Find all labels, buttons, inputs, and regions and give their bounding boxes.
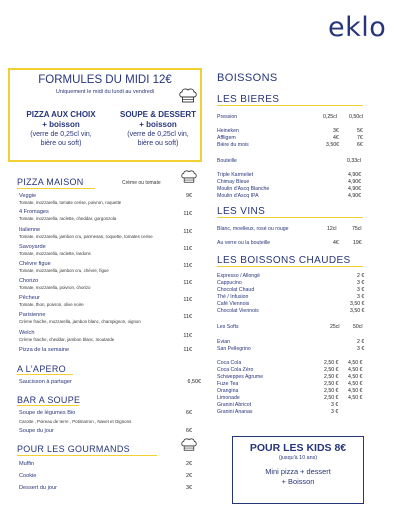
- kids-line2: + Boisson: [281, 477, 315, 486]
- soft-price-50: 4,50 €: [348, 367, 363, 373]
- pizza-desc: Tomate, thon, poivron, olive noire: [19, 302, 84, 307]
- soft-name: Granini Ananas: [217, 409, 253, 415]
- chaude-price: 3 €: [357, 280, 365, 286]
- biere-bottle-price: 4,90€: [348, 186, 361, 192]
- gourmands-section-title: POUR LES GOURMANDS: [17, 444, 130, 454]
- pizza-price: 11€: [183, 314, 192, 320]
- chef-hat-icon: [180, 170, 198, 184]
- soft-price-50: 4,50 €: [348, 374, 363, 380]
- soft-price-25: 2,50 €: [324, 374, 339, 380]
- chaude-price: 3,50 €: [350, 308, 365, 314]
- soupe-section-title: BAR A SOUPE: [17, 395, 81, 405]
- pizza-desc: Tomate, mozzarella, jambon cru, chèvre, figue: [19, 268, 109, 273]
- pizza-name: Pêcheur: [19, 295, 40, 301]
- pizza-price: 11€: [183, 263, 192, 269]
- soft-price-25: 2,50 €: [324, 367, 339, 373]
- formule-soupe: [110, 110, 206, 148]
- vin-row-label: Au verre ou la bouteille: [217, 240, 271, 246]
- biere-price-25: 3,50€: [326, 142, 339, 148]
- chef-hat-icon: [180, 438, 198, 452]
- biere-name: Bière du mois: [217, 142, 249, 148]
- soft-price-25: 3 €: [331, 402, 339, 408]
- biere-price-25: 3€: [333, 128, 339, 134]
- biere-bottle-name: Moulin d'Ascq IPA: [217, 193, 259, 199]
- soft-price-25: 2,50 €: [324, 381, 339, 387]
- gourmands-underline: [17, 455, 157, 456]
- soupe-item-desc: Carotte , Poireau de terre , Potimarron , Navet et Oignons: [19, 419, 132, 424]
- biere-col1: 0,25cl: [323, 114, 337, 120]
- soft-name: Orangina: [217, 388, 239, 394]
- pizza-price: 11€: [183, 211, 192, 217]
- apero-item-price: 6,50€: [187, 379, 201, 385]
- biere-bouteille-label: Bouteille: [217, 158, 237, 164]
- chaude-price: 3 €: [357, 294, 365, 300]
- soft-name: Coca Cola: [217, 360, 242, 366]
- pizza-name: Chèvre figue: [19, 261, 51, 267]
- soft-price-25: 2,50 €: [324, 360, 339, 366]
- pizza-desc: Tomate, mozzarella, tomate cerise, poivron, roquette: [19, 200, 122, 205]
- gourmand-item-price: 3€: [186, 485, 192, 491]
- pizza-name: Welch: [19, 330, 35, 336]
- pizza-desc: Tomate, mozzarella, poivron, chorizo: [19, 285, 91, 290]
- biere-price-25: 4€: [333, 135, 339, 141]
- pizza-underline: [17, 188, 95, 189]
- vins-title: LES VINS: [217, 206, 266, 217]
- chaude-price: 3 €: [357, 287, 365, 293]
- apero-item-name: Saucisson à partager: [19, 379, 72, 385]
- biere-price-50: 6€: [357, 142, 363, 148]
- soft-price-50: 4,50 €: [348, 360, 363, 366]
- softs-col1: 25cl: [330, 324, 340, 330]
- pizza-price: 11€: [183, 347, 192, 353]
- gourmand-item-name: Cookie: [19, 473, 37, 479]
- soft-price-25: 2,50 €: [324, 395, 339, 401]
- soupe-underline: [17, 405, 79, 406]
- soupe-item-price: 6€: [186, 410, 192, 416]
- pizza-name: Italienne: [19, 227, 41, 233]
- bieres-underline: [217, 105, 363, 106]
- chaude-name: Expresso / Allongé: [217, 273, 260, 279]
- vin-row-label: Blanc, moelleux, rosé ou rouge: [217, 226, 289, 232]
- boissons-title: BOISSONS: [217, 72, 278, 84]
- kids-title: POUR LES KIDS 8€: [249, 442, 347, 454]
- eau-price: 2 €: [357, 339, 365, 345]
- biere-name: Affligem: [217, 135, 236, 141]
- pizza-desc: Tomate, mozzarella, jambon cru, parmesan, roquette, tomates cerise: [19, 234, 153, 239]
- pizza-price: 11€: [183, 229, 192, 235]
- chaudes-title: LES BOISSONS CHAUDES: [217, 255, 351, 266]
- chaude-name: Chocolat Chaud: [217, 287, 255, 293]
- soft-price-50: 4,50 €: [348, 388, 363, 394]
- soft-price-50: 4,50 €: [348, 395, 363, 401]
- biere-bottle-price: 4,90€: [348, 172, 361, 178]
- formule-soupe-detail1: (verre de 0,25cl vin,: [127, 131, 189, 138]
- biere-bottle-price: 4,90€: [348, 193, 361, 199]
- soft-price-50: 4,50 €: [348, 381, 363, 387]
- pizza-section-title: PIZZA MAISON: [17, 177, 84, 187]
- soft-price-25: 2,50 €: [324, 388, 339, 394]
- pizza-desc: Tomate, mozzarella, raclette, lardons: [19, 251, 91, 256]
- chaude-price: 2 €: [357, 273, 365, 279]
- chaude-name: Thé / Infusion: [217, 294, 249, 300]
- formule-pizza: [14, 110, 108, 148]
- chaude-name: Chocolat Viennois: [217, 308, 259, 314]
- biere-bottle-name: Moulin d'Ascq Blanche: [217, 186, 270, 192]
- gourmand-item-price: 2€: [186, 473, 192, 479]
- biere-pression-label: Pression: [217, 114, 238, 120]
- chaude-name: Café Viennois: [217, 301, 250, 307]
- soft-name: Coca Cola Zéro: [217, 367, 254, 373]
- formules-title: FORMULES DU MIDI 12€: [38, 74, 172, 86]
- formule-pizza-detail1: (verre de 0,25cl vin,: [30, 131, 92, 138]
- kids-box: [232, 436, 364, 504]
- pizza-price: 11€: [183, 280, 192, 286]
- vin-row-col1: 4€: [333, 240, 339, 246]
- biere-price-50: 5€: [357, 128, 363, 134]
- vins-underline: [217, 217, 363, 218]
- chef-hat-icon: [178, 88, 198, 104]
- pizza-desc: Crème fraiche, cheddar, jambon blanc, moutarde: [19, 337, 115, 342]
- softs-label: Les Softs: [217, 324, 239, 330]
- chaudes-underline: [217, 266, 363, 267]
- brand-logo: eklo: [328, 12, 387, 43]
- pizza-price: 9€: [186, 193, 192, 199]
- vin-row-col2: 19€: [353, 240, 362, 246]
- soupe-item-name: Soupe de légumes Bio: [19, 410, 76, 416]
- eau-name: Evian: [217, 339, 230, 345]
- kids-line1: Mini pizza + dessert: [265, 467, 331, 476]
- formule-pizza-title: PIZZA AUX CHOIX: [26, 110, 96, 119]
- soft-name: Limonade: [217, 395, 240, 401]
- gourmand-item-price: 2€: [186, 461, 192, 467]
- biere-bouteille-size: 0,33cl: [347, 158, 361, 164]
- pizza-desc: Tomate, mozzarella, raclette, cheddar, gorgonzola: [19, 216, 117, 221]
- formule-pizza-boisson: + boisson: [42, 120, 80, 129]
- chaude-price: 3,50 €: [350, 301, 365, 307]
- formule-soupe-boisson: + boisson: [139, 120, 177, 129]
- pizza-price: 11€: [183, 246, 192, 252]
- apero-underline: [17, 374, 73, 375]
- soupe-item-price: 6€: [186, 428, 192, 434]
- kids-subtitle: (jusqu'à 10 ans): [278, 455, 318, 461]
- eau-price: 3 €: [357, 346, 365, 352]
- biere-price-50: 7€: [357, 135, 363, 141]
- apero-section-title: A L'APERO: [17, 364, 66, 374]
- gourmand-item-name: Muffin: [19, 461, 35, 467]
- soft-name: Fuze Tea: [217, 381, 239, 387]
- biere-name: Heineken: [217, 128, 239, 134]
- pizza-name: Chorizo: [19, 278, 39, 284]
- soft-name: Granini Abricot: [217, 402, 252, 408]
- formule-pizza-detail2: bière ou soft): [40, 140, 82, 147]
- pizza-name: Pizza de la semaine: [19, 347, 70, 353]
- pizza-name: Veggie: [19, 193, 37, 199]
- biere-bottle-name: Triple Karmeliet: [217, 172, 254, 178]
- pizza-note: Crème ou tomate: [122, 180, 161, 186]
- vin-row-col1: 12cl: [327, 226, 337, 232]
- pizza-name: Savoyarde: [19, 244, 46, 250]
- formules-box: [8, 68, 202, 162]
- bieres-title: LES BIERES: [217, 94, 280, 105]
- pizza-name: Parisienne: [19, 312, 46, 318]
- eau-name: San Pellegrino: [217, 346, 251, 352]
- soft-name: Schweppes Agrume: [217, 374, 264, 380]
- vin-row-col2: 75cl: [352, 226, 362, 232]
- biere-col2: 0,50cl: [349, 114, 363, 120]
- pizza-name: 4 Fromages: [19, 209, 49, 215]
- formule-soupe-title: SOUPE & DESSERT: [119, 110, 196, 119]
- pizza-price: 11€: [183, 297, 192, 303]
- soupe-item-name: Soupe du jour: [19, 428, 54, 434]
- biere-bottle-name: Chimay Bleue: [217, 179, 250, 185]
- formule-soupe-detail2: bière ou soft): [137, 140, 179, 147]
- soft-price-25: 3 €: [331, 409, 339, 415]
- softs-col2: 50cl: [353, 324, 363, 330]
- biere-bottle-price: 4,90€: [348, 179, 361, 185]
- pizza-price: 11€: [183, 333, 192, 339]
- chaude-name: Cappucino: [217, 280, 242, 286]
- formules-subtitle: Uniquement le midi du lundi au vendredi: [55, 89, 155, 95]
- pizza-desc: Crème fraiche, mozzarella, jambon blanc, champignon, oignon: [19, 319, 141, 324]
- gourmand-item-name: Dessert du jour: [19, 485, 57, 491]
